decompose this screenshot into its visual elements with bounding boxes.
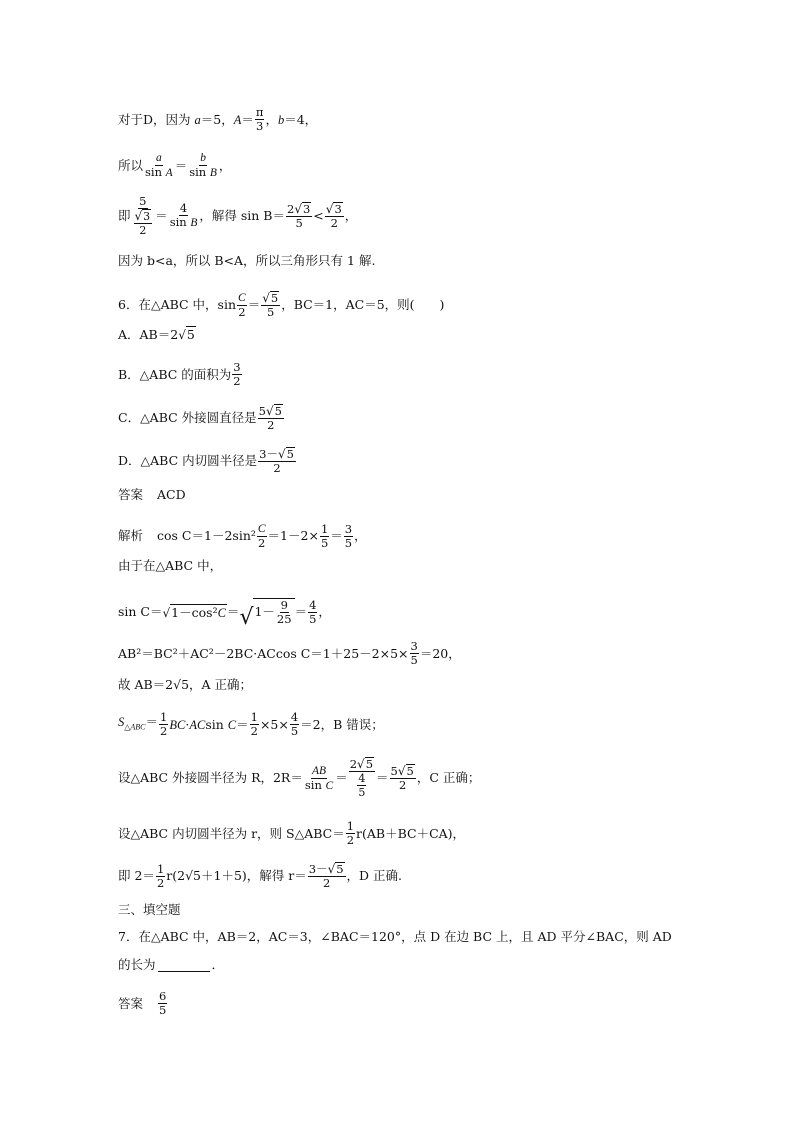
question-7-stem-line1: 7．在△ABC 中，AB＝2，AC＝3，∠BAC＝120°，点 D 在边 BC 上，且 AD 平分∠BAC，则 AD [118,929,672,944]
d-analysis-line3: 即 5 √ 3 2 ＝ $\frac{4}{\text{sin B}}$ ，解得 sin B＝ 2 √ 3 5 < √ 3 2 ， [118,194,358,237]
q7-answer: 答案 $\frac{6}{5}$ [118,989,167,1017]
q6-analysis-line6: $S_{\triangle ABC}=$ $\frac{1}{2}$ BC·ACsin C＝ $\frac{1}{2}$ ×5× $\frac{4}{5}$ ＝2，B 错误； [118,710,384,738]
q6-analysis-line5: 故 AB＝2√5，A 正确； [118,677,253,692]
q6-analysis-line3: sin C＝ √ 1－cos²C ＝ √ 1－ $\frac{9}{25}$ ＝ $\frac{4}{5}$ ， [118,597,331,630]
q6-analysis-line1: 解析 cos C＝1－2sin² $\frac{C}{2}$ ＝1－2× $\frac{1}{5}$ ＝ $\frac{3}{5}$ ， [118,521,367,550]
answer-fraction-6-5: $\frac{6}{5}$ [159,989,167,1017]
question-7-stem-line2: 的长为 ． [118,957,225,972]
d-analysis-line2: 所以 $\frac{a}{\text{sin A}}$ ＝ $\frac{b}{\text{sin B}}$ ， [118,152,232,179]
fraction-pi-3: $\frac{\pi}{3}$ [255,105,264,133]
q6-analysis-line4: AB²＝BC²＋AC²－2BC·ACcos C＝1＋25－2×5× $\frac{3}{5}$ ＝20， [118,639,461,667]
section-heading-fill-in: 三、填空题 [118,902,181,917]
option-d: D．△ABC 内切圆半径是 3－ √ 5 2 [118,447,294,475]
answer-blank[interactable] [158,959,210,972]
d-analysis-conclusion: 因为 b<a，所以 B<A，所以三角形只有 1 解. [118,253,376,268]
q6-analysis-line8: 设△ABC 内切圆半径为 r，则 S△ABC＝ $\frac{1}{2}$ r(AB＋BC＋CA)， [118,819,466,847]
q6-analysis-line7: 设△ABC 外接圆半径为 R，2R＝ $\frac{AB}{\text{sin C}}$ ＝ 2 √ 5 $\frac{4}{5}$ ＝ 5 √ 5 2 ，C 正确； [118,757,481,799]
q6-analysis-line2: 由于在△ABC 中， [118,558,223,573]
question-6-stem: 6．在△ABC 中，sin $\frac{C}{2}$ ＝ √ 5 5 ，BC＝1，AC＝5，则( ) [118,291,445,319]
q6-answer: 答案 ACD [118,487,186,502]
option-b: B．△ABC 的面积为 $\frac{3}{2}$ [118,360,241,388]
option-a: A．AB＝2 √ 5 [118,326,195,342]
d-analysis-line1: 对于D，因为 a＝5，A＝ $\frac{\pi}{3}$ ，b＝4， [118,105,318,133]
q6-analysis-line9: 即 2＝ $\frac{1}{2}$ r(2√5＋1＋5)，解得 r＝ 3－ √ 5 2 ，D 正确. [118,861,403,890]
option-c: C．△ABC 外接圆直径是 5 √ 5 2 [118,404,282,432]
